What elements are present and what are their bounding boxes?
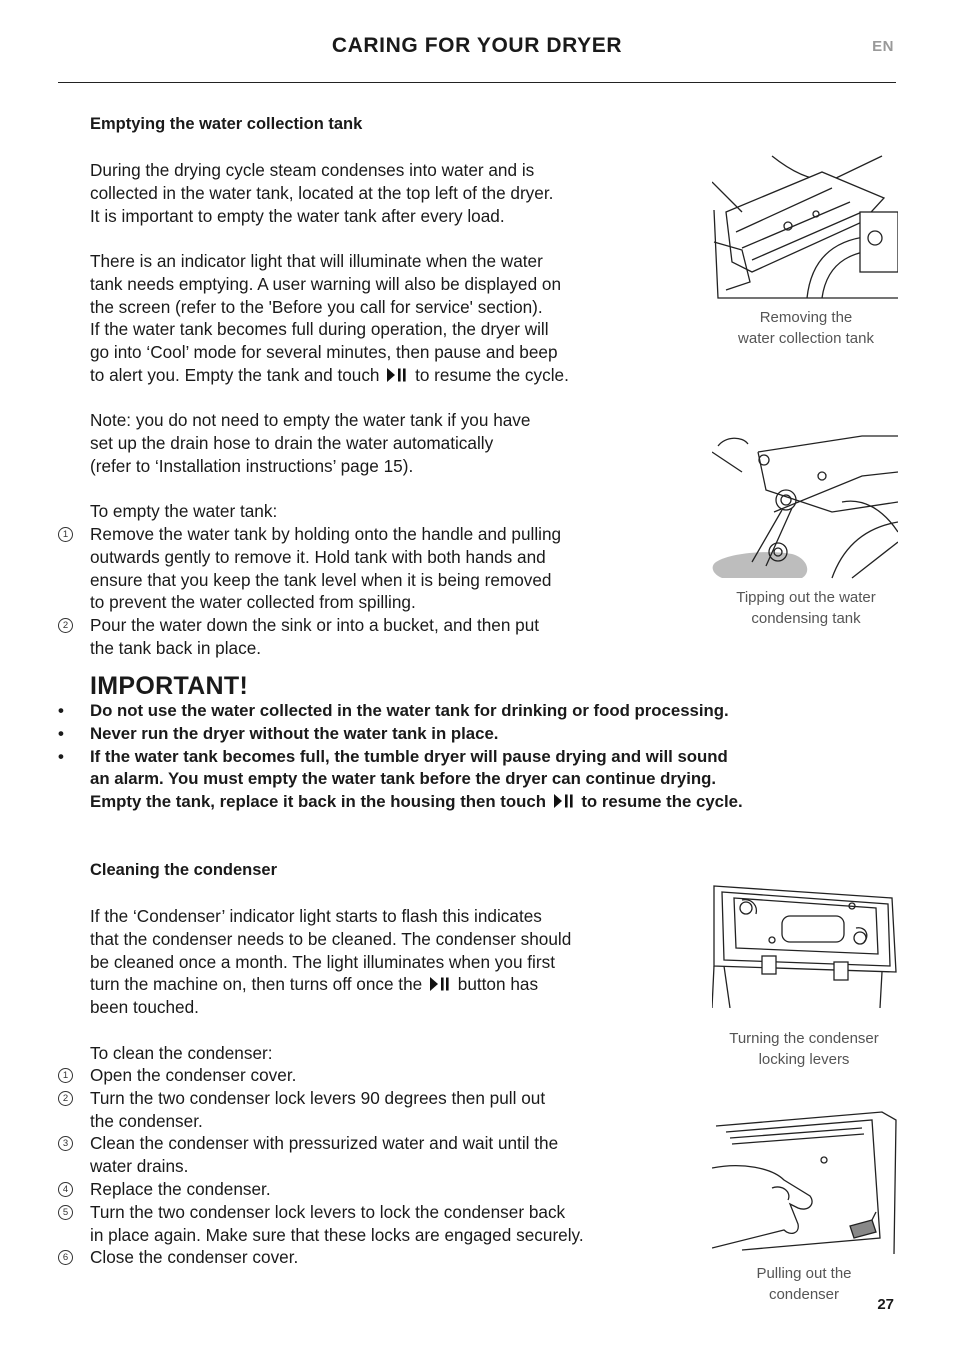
steps-heading-clean-condenser: To clean the condenser: [90, 1043, 273, 1063]
header-divider [58, 82, 896, 83]
caption-line: Turning the condenser [729, 1030, 879, 1047]
text-line: water drains. [90, 1156, 189, 1177]
list-item [58, 700, 918, 723]
text-line: There is an indicator light that will illuminate when the water [90, 251, 543, 271]
step-number: 5 [58, 1205, 73, 1220]
caption-line: water collection tank [738, 329, 874, 347]
section-heading-water-tank: Emptying the water collection tank [90, 115, 363, 133]
caption-line: Pulling out the [756, 1265, 852, 1282]
play-pause-icon [553, 793, 575, 809]
list-item [58, 1064, 688, 1087]
step-number: 2 [58, 618, 73, 633]
list-item [58, 1246, 688, 1269]
text-line: Pour the water down the sink or into a bucket, and then put [90, 615, 540, 636]
text-line: Clean the condenser with pressurized water and wait until the [90, 1133, 559, 1154]
text-line: an alarm. You must empty the water tank before the dryer can continue drying. [90, 769, 717, 789]
caption-line: condenser [768, 1285, 840, 1303]
bullet-icon: • [58, 746, 64, 766]
text-line: the condenser. [90, 1110, 203, 1131]
page-number: 27 [877, 1296, 894, 1313]
text-line [90, 364, 690, 387]
text-line: been touched. [90, 997, 199, 1018]
text-line: Turn the two condenser lock levers to lock the condenser back [90, 1201, 566, 1222]
text-fragment: turn the machine on, then turns off once the [90, 974, 423, 995]
text-line: Turn the two condenser lock levers 90 degrees then pull out [90, 1087, 546, 1108]
text-line: set up the drain hose to drain the water automatically [90, 432, 494, 453]
list-item [58, 1132, 688, 1178]
text-line: be cleaned once a month. The light illuminates when you first [90, 951, 555, 972]
important-bullet-list [58, 700, 918, 814]
step-number: 2 [58, 1091, 73, 1106]
list-item [58, 614, 688, 660]
text-line: outwards gently to remove it. Hold tank with both hands and [90, 546, 546, 567]
page-title: CARING FOR YOUR DRYER [331, 34, 623, 57]
text-line: Note: you do not need to empty the water tank if you have [90, 410, 531, 430]
text-line: If the ‘Condenser’ indicator light starts to flash this indicates [90, 906, 542, 926]
steps-list-clean-condenser [58, 1064, 688, 1269]
text-line: to prevent the water collected from spilling. [90, 592, 416, 613]
text-fragment: Empty the tank, replace it back in the housing then touch [90, 792, 546, 812]
play-pause-icon [386, 367, 408, 383]
text-line: tank needs emptying. A user warning will also be displayed on [90, 273, 562, 294]
text-line: (refer to ‘Installation instructions’ page 15). [90, 455, 414, 476]
text-line: Open the condenser cover. [90, 1065, 297, 1085]
text-line: go into ‘Cool’ mode for several minutes, then pause and beep [90, 342, 558, 363]
language-tag: EN [872, 38, 894, 55]
list-item [58, 746, 918, 814]
paragraph-indicator-light [90, 250, 690, 387]
list-item [58, 1201, 688, 1247]
list-item [58, 1087, 688, 1133]
text-line: Replace the condenser. [90, 1178, 271, 1199]
figure-caption [706, 588, 906, 629]
text-line: It is important to empty the water tank after every load. [90, 205, 505, 226]
text-line: ensure that you keep the tank level when it is being removed [90, 569, 552, 590]
caption-line: condensing tank [751, 609, 861, 627]
caption-line: Tipping out the water [736, 589, 876, 606]
text-line [90, 973, 690, 996]
figure-caption [704, 1029, 904, 1070]
text-fragment: to resume the cycle. [581, 792, 743, 812]
bullet-icon: • [58, 723, 64, 743]
text-line: collected in the water tank, located at the top left of the dryer. [90, 182, 554, 203]
important-heading: IMPORTANT! [90, 672, 249, 700]
text-line: in place again. Make sure that these locks are engaged securely. [90, 1224, 584, 1245]
removing-tank-illustration [712, 152, 898, 302]
step-number: 1 [58, 1068, 73, 1083]
caption-line: locking levers [758, 1050, 850, 1068]
list-item [58, 523, 688, 614]
text-line: Remove the water tank by holding onto the handle and pulling [90, 524, 562, 544]
text-line: that the condenser needs to be cleaned. The condenser should [90, 928, 572, 949]
condenser-levers-illustration [712, 882, 898, 1008]
steps-heading-empty-tank: To empty the water tank: [90, 501, 278, 521]
text-fragment: button has [457, 974, 539, 995]
figure-caption [706, 308, 906, 349]
paragraph-water-tank-intro [90, 159, 680, 227]
text-line: Never run the dryer without the water tank in place. [90, 723, 499, 743]
list-item [58, 1178, 688, 1201]
steps-list-empty-tank [58, 523, 688, 660]
text-line: Do not use the water collected in the water tank for drinking or food processing. [90, 701, 729, 720]
caption-line: Removing the [759, 309, 853, 326]
text-line [90, 791, 918, 814]
step-number: 6 [58, 1250, 73, 1265]
pulling-condenser-illustration [712, 1108, 898, 1258]
tipping-tank-illustration [712, 432, 898, 580]
text-line: If the water tank becomes full during operation, the dryer will [90, 319, 549, 340]
text-line: the tank back in place. [90, 637, 262, 658]
section-heading-condenser: Cleaning the condenser [90, 861, 278, 879]
paragraph-note [90, 409, 690, 477]
paragraph-condenser-intro [90, 905, 690, 1019]
figure-caption [704, 1264, 904, 1305]
list-item [58, 723, 918, 746]
step-number: 1 [58, 527, 73, 542]
text-fragment: to resume the cycle. [415, 364, 569, 385]
text-line: Close the condenser cover. [90, 1247, 299, 1268]
step-number: 3 [58, 1136, 73, 1151]
text-line: If the water tank becomes full, the tumble dryer will pause drying and will sound [90, 746, 728, 766]
text-line: During the drying cycle steam condenses into water and is [90, 160, 535, 180]
step-number: 4 [58, 1182, 73, 1197]
text-fragment: to alert you. Empty the tank and touch [90, 364, 380, 385]
bullet-icon: • [58, 701, 64, 720]
play-pause-icon [429, 976, 451, 992]
text-line: the screen (refer to the 'Before you call for service' section). [90, 296, 543, 317]
